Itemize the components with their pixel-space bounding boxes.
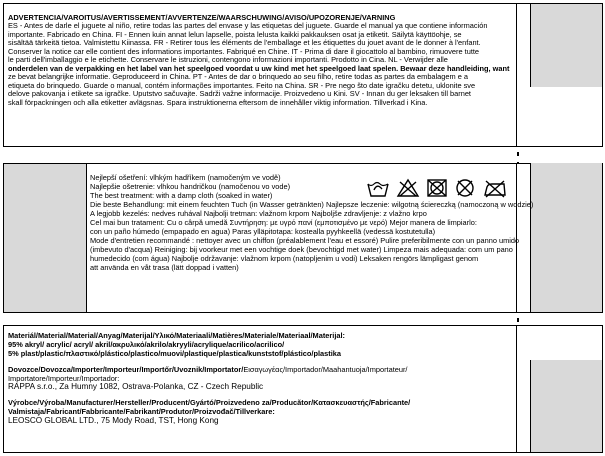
divider — [516, 325, 517, 453]
care-line: con un paño húmedo (empapado en agua) Paras ylläpitotapa: kostealla pyyhkeellä (vedessä kostutetulla) — [90, 227, 436, 236]
importer-heading-part: Εισαγωγέας/Importador/Maahantuoja/Importateur/ — [243, 365, 408, 374]
warning-line: delove pakovanja i etikete sa igračke. Uputstvo sačuvajte. Sadrži važne informacije. Proizvedeno u Kini. SV - Innan du ger leksaken till barnet — [8, 89, 471, 98]
producer-value: LEOSCO GLOBAL LTD., 75 Mody Road, TST, Hong Kong — [8, 416, 219, 425]
care-line: Nejlepší ošetření: vlhkým hadříkem (namočeným ve vodě) — [90, 173, 281, 182]
divider — [530, 4, 531, 87]
grey-tab — [531, 360, 602, 452]
producer-heading: Výrobce/Výroba/Manufacturer/Hersteller/Producent/Gyártó/Proizvedeno za/Producător/Κατασκευαστής/Fabricante/ — [8, 398, 411, 407]
warning-line: etiqueta do brinquedo. Guarde o manual, contém informações importantes. Feito na China. SR - Pre nego što date igračku detetu, uklonite sve — [8, 80, 476, 90]
care-line: humedecido (com água) Najbolje održavanje: vlažnom krpom (natopljenim u vodi) Leksaken rengörs lämpligast genom — [90, 254, 479, 263]
cut-mark — [517, 152, 519, 156]
warning-line: importante. Fabricado en China. FI - Ennen kuin annat lelun lapselle, poista lelusta kaikki pakkauksen osat ja etiketit. Säilytä käyttöohje, se — [8, 29, 462, 39]
care-line: Najlepšie ošetrenie: vlhkou handričkou (namočenou vo vode) — [90, 182, 291, 191]
warning-line: skall förpackningen och alla etiketter avlägsnas. Spara instruktionerna eftersom de innehåller viktig information. Tillverkad i Kina. — [8, 97, 428, 107]
divider — [530, 163, 531, 313]
care-line: (imbevuto d'acqua) Reiniging: bij voorkeur met een vochtige doek (bevochtigd met water) Limpeza mais adequada: com um pano — [90, 245, 513, 254]
material-line: 95% akryl/ acrylic/ acryl/ akril/ακρυλικό/akrilo/akryyli/acrylique/acrilico/acrilico/ — [8, 340, 285, 349]
divider — [516, 3, 517, 147]
no-tumble-dry-icon — [426, 178, 448, 198]
hand-wash-icon — [366, 178, 390, 198]
importer-heading-2: Importatore/Importeur/Importador: — [8, 374, 120, 383]
care-line: Mode d'entretien recommandé : nettoyer avec un chiffon (préalablement l'eau et essoré) Pulire preferibilmente con un panno umido — [90, 236, 520, 245]
warning-line: le parti dell'imballaggio e le etichette. Conservare le istruzioni, contengono informazioni importanti. Prodotto in Cina. NL - Verwijder alle — [8, 55, 448, 64]
cut-mark — [517, 318, 519, 322]
care-line: att använda en våt trasa (lätt doppad i vatten) — [90, 263, 239, 272]
care-icons — [366, 178, 508, 198]
warning-heading: ADVERTENCIA/VAROITUS/AVERTISSEMENT/AVVERTENZE/WAARSCHUWING/AVISO/UPOZORENJE/VARNING — [8, 13, 396, 22]
material-heading: Materiál/Material/Material/Anyag/Materijal/Υλικό/Materiaali/Matières/Materiale/Materiaal/Materijal: — [8, 331, 345, 340]
material-line: 5% plast/plastic/πλαστικό/plástico/plastico/muovi/plastique/plastica/kunststof/plástico/plastika — [8, 349, 341, 358]
importer-value: RAPPA s.r.o., Za Humny 1082, Ostrava-Polanka, CZ - Czech Republic — [8, 382, 264, 391]
no-bleach-icon — [396, 178, 420, 198]
importer-heading-part: Dovozce/Dovozca/Importer/Importeur/Importőr/Uvoznik/Importator/ — [8, 365, 244, 374]
warning-line: ES - Antes de darle el juguete al niño, retire todas las partes del envase y las etiquetas del juguete. Guarde el manual ya que contiene información — [8, 21, 488, 30]
warning-line: ze bevat belangrijke informatie. Geproduceerd in China. PT - Antes de dar o brinquedo ao seu filho, retire todas as partes da embalagem e a — [8, 72, 468, 81]
grey-tab — [531, 163, 602, 312]
producer-heading-2: Valmistaja/Fabricant/Fabbricante/Fabrikant/Produtor/Proizvođač/Tillverkare: — [8, 407, 275, 416]
care-line: The best treatment: with a damp cloth (soaked in water) — [90, 191, 273, 200]
care-line: A legjobb kezelés: nedves ruhával Najbolji tretman: vlažnom krpom Najboljše zdravljenje: z vlažno krpo — [90, 209, 427, 218]
grey-tab — [4, 164, 86, 312]
grey-tab — [531, 4, 602, 87]
warning-line: sisältää tärkeitä tietoa. Valmistettu Kiinassa. FR - Retirer tous les éléments de l'emballage et les étiquettes du jouet avant de le donner à l'enfant. — [8, 38, 481, 47]
care-line: Die beste Behandlung: mit einem feuchten Tuch (in Wasser getränkten) Najlepsze leczenie: wilgotną ściereczką (namoczoną w wodzie) — [90, 200, 534, 209]
warning-line: onderdelen van de verpakking en het label van het speelgoed voordat u uw kind met het speelgoed laat spelen. Bewaar deze handleiding, want — [8, 63, 510, 73]
care-line: Cel mai bun tratament: Cu o cârpă umedă Συντήρηση: με υγρό πανί (εμποτισμένο με νερό) Mejor manera de limpiarlo: — [90, 218, 477, 227]
do-not-iron-icon — [482, 178, 508, 198]
warning-line: Conserver la notice car elle contient des informations importantes. Fabriqué en Chine. IT - Prima di dare il giocattolo al bambino, rimuovere tutte — [8, 46, 480, 56]
no-dry-clean-icon — [454, 178, 476, 198]
divider — [86, 163, 87, 313]
